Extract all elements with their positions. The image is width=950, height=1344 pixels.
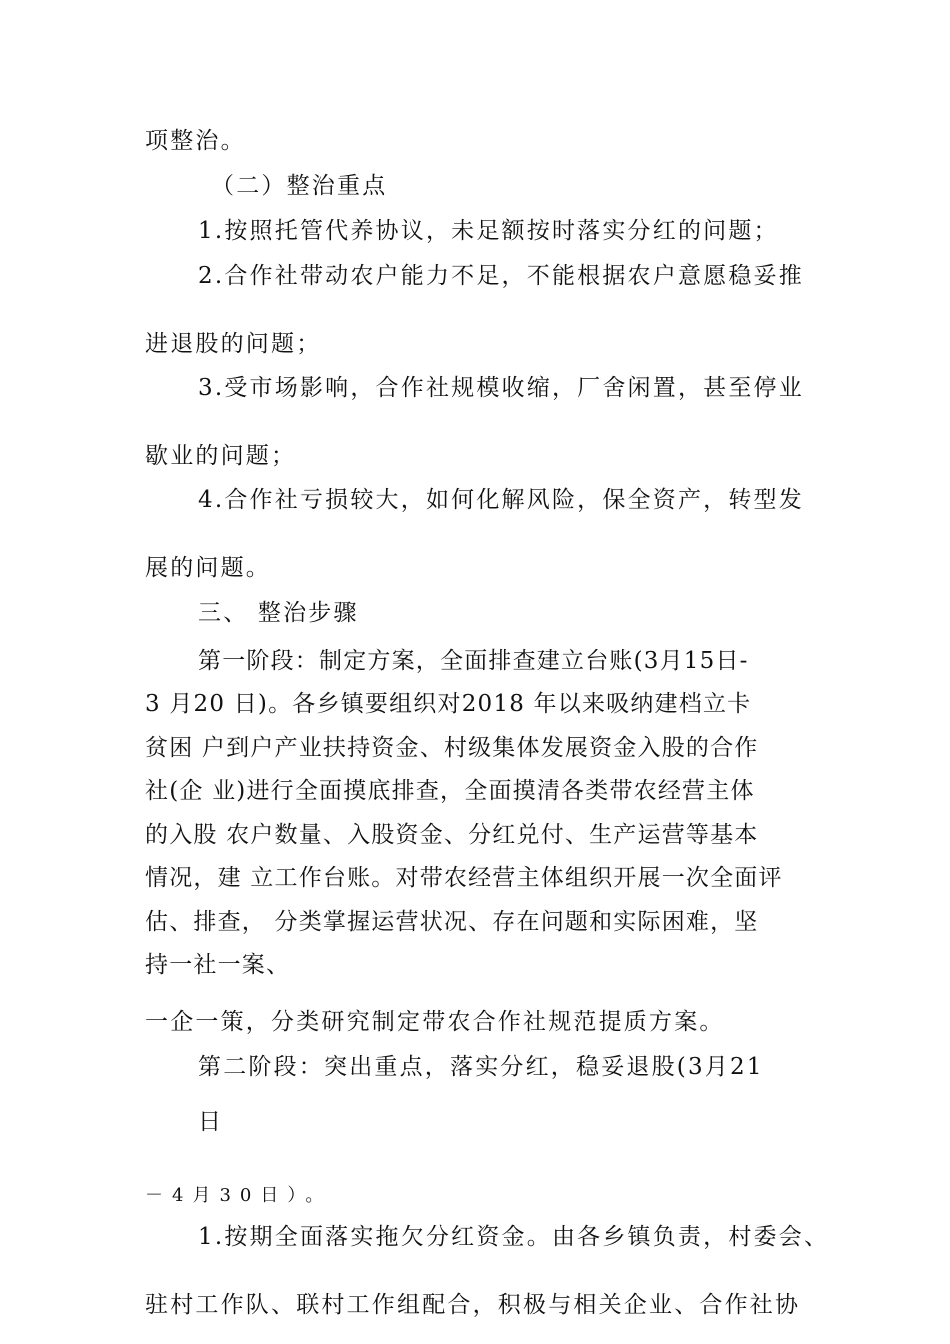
text-line: 持一社一案、 [145, 952, 291, 978]
text-line: 2.合作社带动农户能力不足，不能根据农户意愿稳妥推 [198, 263, 804, 289]
text-line: 的入股 农户数量、入股资金、分红兑付、生产运营等基本 [145, 822, 759, 848]
text-line: 一企一策，分类研究制定带农合作社规范提质方案。 [145, 1009, 725, 1035]
text-line: 估、排查， 分类掌握运营状况、存在问题和实际困难，坚 [145, 909, 759, 935]
text-line: 第一阶段：制定方案，全面排查建立台账(3月15日- [198, 648, 749, 674]
text-line: 3.受市场影响，合作社规模收缩，厂舍闲置，甚至停业 [198, 375, 804, 401]
text-line: 进退股的问题； [145, 331, 322, 357]
section-heading: 三、 整治步骤 [198, 600, 359, 626]
text-line: 1.按照托管代养协议，未足额按时落实分红的问题； [198, 218, 779, 244]
text-line: 1.按期全面落实拖欠分红资金。由各乡镇负责，村委会、 [198, 1224, 830, 1250]
text-line: 3 月20 日)。各乡镇要组织对2018 年以来吸纳建档立卡 [145, 691, 752, 717]
text-line: －4月30日）。 [145, 1185, 333, 1206]
text-line: 歇业的问题； [145, 443, 297, 469]
text-line: 展的问题。 [145, 555, 271, 581]
text-line: 4.合作社亏损较大，如何化解风险，保全资产，转型发 [198, 487, 804, 513]
text-line: 社(企 业)进行全面摸底排查，全面摸清各类带农经营主体 [145, 778, 755, 804]
text-line: 日 [198, 1109, 224, 1135]
text-line: 第二阶段：突出重点，落实分红，稳妥退股(3月21 [198, 1054, 764, 1080]
text-line: 贫困 户到户产业扶持资金、村级集体发展资金入股的合作 [145, 735, 759, 761]
text-line: 情况，建 立工作台账。对带农经营主体组织开展一次全面评 [145, 865, 783, 891]
text-line: 项整治。 [145, 128, 246, 154]
section-heading: （二）整治重点 [211, 173, 388, 199]
text-line: 驻村工作队、联村工作组配合，积极与相关企业、合作社协 [145, 1292, 801, 1318]
